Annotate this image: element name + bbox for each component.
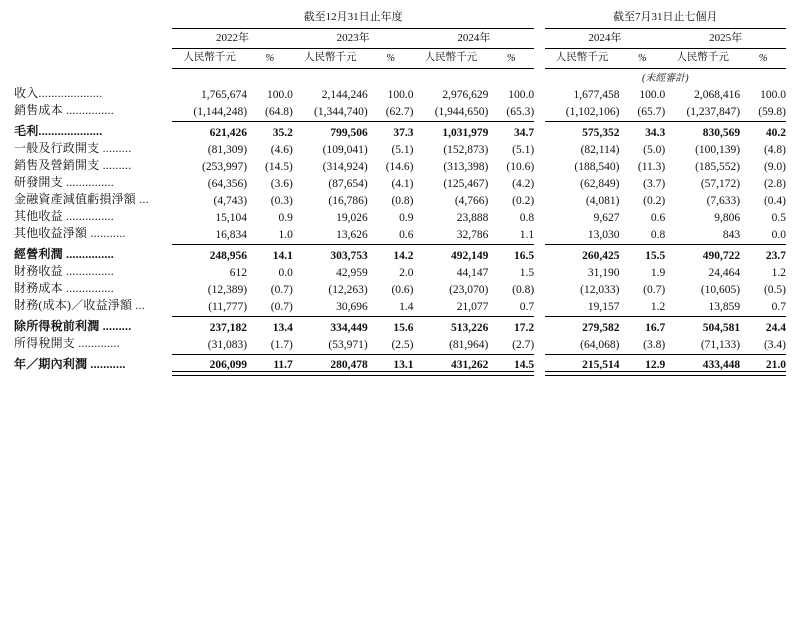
- row-value: (314,924): [322, 160, 368, 173]
- row-value: 1.0: [278, 228, 293, 241]
- row-label: 金融資產減值虧損淨額 ...: [14, 191, 149, 206]
- row-value: (12,033): [580, 283, 620, 296]
- total-double-rule-cell: [665, 372, 740, 376]
- row-value: 575,352: [582, 126, 620, 139]
- row-value: 0.9: [278, 211, 293, 224]
- row-value: 9,806: [714, 211, 741, 224]
- table-row: [14, 84, 786, 101]
- row-value: (64.8): [265, 105, 293, 118]
- row-value: 21.0: [765, 359, 786, 371]
- row-value: (5.0): [643, 143, 666, 156]
- row-value: (59.8): [758, 105, 786, 118]
- table-row: [14, 296, 786, 313]
- table-row: [14, 245, 786, 262]
- row-value: 1,677,458: [573, 88, 620, 101]
- total-double-rule-cell: [247, 372, 293, 376]
- table-row: [14, 262, 786, 279]
- row-value: 13.4: [272, 321, 293, 334]
- table-row: [14, 173, 786, 190]
- unaudited-note: (未經審計): [641, 72, 689, 84]
- row-label: 銷售成本 ...............: [14, 102, 115, 117]
- row-label: 財務(成本)／收益淨額 ...: [14, 297, 145, 312]
- row-value: 0.6: [650, 211, 666, 224]
- row-value: 2.0: [399, 266, 414, 279]
- row-value: 31,190: [587, 266, 620, 279]
- row-value: 1.5: [519, 266, 535, 279]
- unit-header-amount-2024-interim: 人民幣千元: [555, 52, 609, 63]
- row-value: 42,959: [336, 266, 368, 279]
- row-value: (11,777): [208, 300, 248, 313]
- row-value: 14.5: [514, 359, 535, 371]
- unit-header-percent-2022: %: [265, 53, 275, 64]
- row-value: 13,626: [336, 228, 368, 241]
- row-value: (1,944,650): [434, 105, 489, 118]
- row-value: (152,873): [443, 143, 489, 156]
- row-value: (109,041): [322, 143, 368, 156]
- row-value: (0.6): [391, 283, 414, 296]
- row-value: 2,068,416: [694, 88, 741, 101]
- row-value: (5.1): [512, 143, 535, 156]
- row-value: (12,389): [207, 283, 248, 296]
- row-value: 21,077: [456, 300, 489, 313]
- total-double-rule-cell: [368, 372, 414, 376]
- total-double-rule-cell: [488, 372, 534, 376]
- row-value: (0.7): [643, 283, 666, 296]
- row-value: (64,356): [207, 177, 248, 190]
- row-value: (87,654): [328, 177, 368, 190]
- row-value: 15,104: [215, 211, 248, 224]
- row-value: 13,859: [708, 300, 741, 313]
- row-value: (81,309): [207, 143, 248, 156]
- total-double-rule-cell: [619, 372, 665, 376]
- row-label: 年／期內利潤 ...........: [14, 356, 126, 371]
- row-value: (100,139): [695, 143, 741, 156]
- row-value: 0.5: [771, 211, 786, 224]
- unit-header-percent-2023: %: [386, 53, 395, 64]
- row-label: 銷售及營銷開支 .........: [14, 157, 132, 172]
- row-value: (0.7): [270, 300, 293, 313]
- row-value: 16,834: [215, 228, 248, 241]
- row-value: (3.7): [643, 177, 666, 190]
- row-value: (10,605): [700, 283, 741, 296]
- row-value: 0.7: [519, 300, 535, 313]
- row-value: 0.6: [399, 228, 414, 241]
- row-value: 1.2: [650, 300, 666, 313]
- table-row: [14, 279, 786, 296]
- group-header-row: [14, 8, 786, 24]
- row-value: 13.1: [393, 359, 414, 371]
- row-value: 303,753: [330, 249, 368, 262]
- row-value: 17.2: [514, 321, 535, 334]
- row-label: 一般及行政開支 .........: [14, 140, 132, 155]
- row-value: (0.4): [763, 194, 786, 207]
- row-value: 2,976,629: [442, 88, 489, 101]
- row-value: 100.0: [639, 88, 666, 101]
- row-value: (10.6): [506, 160, 535, 173]
- row-value: 23.7: [765, 249, 786, 262]
- unit-header-amount-2023: 人民幣千元: [304, 52, 357, 63]
- row-value: 15.5: [645, 249, 666, 262]
- row-value: 24,464: [708, 266, 741, 279]
- row-value: 215,514: [582, 359, 620, 371]
- row-value: (4.2): [512, 177, 535, 190]
- year-header-2022: 2022年: [215, 31, 249, 44]
- row-value: 34.3: [645, 126, 666, 139]
- row-value: 32,786: [456, 228, 489, 241]
- unit-header-percent-2024-annual: %: [506, 53, 516, 64]
- row-value: 44,147: [456, 266, 489, 279]
- row-value: 621,426: [209, 126, 248, 139]
- row-value: 0.8: [519, 211, 535, 224]
- row-value: (0.8): [512, 283, 535, 296]
- row-value: 0.0: [278, 266, 293, 279]
- row-value: 19,026: [336, 211, 368, 224]
- total-double-rule-row: [14, 372, 786, 376]
- row-value: (11.3): [637, 160, 666, 173]
- row-value: 2,144,246: [321, 88, 368, 101]
- row-value: (7,633): [706, 194, 741, 207]
- row-value: (2.8): [763, 177, 786, 190]
- table-row: [14, 207, 786, 224]
- financial-statement-page: [0, 8, 800, 626]
- row-value: 0.8: [650, 228, 666, 241]
- row-value: 34.7: [514, 126, 535, 139]
- row-value: (62,849): [580, 177, 620, 190]
- row-value: (65.3): [506, 105, 535, 118]
- subnote-row: [14, 68, 786, 84]
- row-value: (1,102,106): [565, 105, 620, 118]
- row-value: 492,149: [451, 249, 489, 262]
- row-value: 11.7: [273, 359, 293, 371]
- year-header-2024-annual: 2024年: [457, 31, 491, 44]
- row-value: (253,997): [202, 160, 248, 173]
- row-value: 1.2: [771, 266, 786, 279]
- row-value: (3.4): [763, 338, 786, 351]
- row-label: 其他收益 ...............: [14, 208, 115, 223]
- table-row: [14, 317, 786, 334]
- row-value: 248,956: [209, 249, 248, 262]
- row-value: 9,627: [593, 211, 620, 224]
- income-statement-table: [14, 8, 786, 376]
- row-value: 37.3: [393, 126, 414, 139]
- unit-header-percent-2024-interim: %: [637, 53, 647, 64]
- table-row: [14, 101, 786, 118]
- row-value: 490,722: [702, 249, 741, 262]
- unit-header-amount-2024-annual: 人民幣千元: [424, 52, 478, 63]
- row-value: 13,030: [587, 228, 620, 241]
- row-value: (12,263): [328, 283, 368, 296]
- row-value: 433,448: [702, 359, 741, 371]
- row-value: (125,467): [443, 177, 489, 190]
- row-value: (0.7): [270, 283, 293, 296]
- row-value: 35.2: [272, 126, 293, 139]
- row-value: 237,182: [209, 321, 248, 334]
- row-value: 100.0: [760, 88, 786, 101]
- table-row: [14, 334, 786, 351]
- total-double-rule-cell: [545, 372, 620, 376]
- row-value: (81,964): [449, 338, 489, 351]
- row-value: 16.5: [514, 249, 535, 262]
- row-value: 1,765,674: [201, 88, 248, 101]
- row-label: 收入....................: [14, 85, 103, 100]
- group-header-annual: 截至12月31日止年度: [303, 11, 403, 23]
- unit-header-row: [14, 49, 786, 65]
- row-value: (4.8): [763, 143, 786, 156]
- row-value: (0.3): [270, 194, 293, 207]
- row-value: (2.5): [391, 338, 414, 351]
- unit-header-amount-2022: 人民幣千元: [183, 52, 236, 63]
- row-value: (14.6): [385, 160, 414, 173]
- row-value: 14.1: [272, 249, 293, 262]
- row-label: 經營利潤 ...............: [14, 246, 115, 261]
- row-value: (1.7): [270, 338, 293, 351]
- row-value: (4.1): [391, 177, 414, 190]
- row-value: 24.4: [765, 321, 786, 334]
- unit-header-percent-2025-interim: %: [758, 53, 768, 64]
- row-value: 16.7: [645, 321, 666, 334]
- year-header-2023: 2023年: [336, 31, 370, 44]
- row-value: (82,114): [580, 143, 620, 156]
- unit-header-amount-2025-interim: 人民幣千元: [676, 52, 729, 63]
- row-value: 513,226: [451, 321, 489, 334]
- row-value: (64,068): [580, 338, 620, 351]
- row-label: 所得稅開支 .............: [14, 335, 120, 350]
- row-value: (0.2): [643, 194, 666, 207]
- row-value: 260,425: [582, 249, 620, 262]
- row-label: 財務收益 ...............: [14, 263, 115, 278]
- row-label: 財務成本 ...............: [14, 280, 115, 295]
- year-header-2024-interim: 2024年: [588, 31, 622, 44]
- row-value: (1,144,248): [193, 105, 248, 118]
- row-value: 612: [229, 266, 248, 279]
- table-row: [14, 122, 786, 139]
- row-value: (0.5): [763, 283, 786, 296]
- year-header-row: [14, 28, 786, 45]
- row-value: 15.6: [393, 321, 414, 334]
- row-value: (0.8): [391, 194, 414, 207]
- row-value: (185,552): [695, 160, 741, 173]
- row-value: (5.1): [391, 143, 414, 156]
- row-value: 799,506: [330, 126, 368, 139]
- row-value: 504,581: [702, 321, 741, 334]
- row-value: 100.0: [266, 88, 293, 101]
- table-row: [14, 355, 786, 372]
- row-value: 206,099: [209, 359, 248, 371]
- income-statement-body: [14, 84, 786, 376]
- table-row: [14, 224, 786, 241]
- row-value: (71,133): [700, 338, 741, 351]
- row-value: 279,582: [582, 321, 620, 334]
- row-value: (9.0): [763, 160, 786, 173]
- row-value: (65.7): [637, 105, 666, 118]
- total-double-rule-cell: [740, 372, 786, 376]
- row-value: 14.2: [393, 249, 414, 262]
- table-row: [14, 190, 786, 207]
- row-value: 0.0: [771, 228, 786, 241]
- row-value: 23,888: [456, 211, 489, 224]
- row-label: 研發開支 ...............: [14, 174, 115, 189]
- row-label: 其他收益淨額 ...........: [14, 225, 126, 240]
- row-value: 19,157: [587, 300, 620, 313]
- row-value: (1,237,847): [686, 105, 741, 118]
- row-value: 30,696: [336, 300, 368, 313]
- table-row: [14, 139, 786, 156]
- row-value: (0.2): [512, 194, 535, 207]
- row-value: (3.6): [270, 177, 293, 190]
- row-value: 100.0: [508, 88, 535, 101]
- row-label: 除所得稅前利潤 .........: [14, 318, 132, 333]
- row-value: (313,398): [443, 160, 489, 173]
- row-value: (16,786): [328, 194, 368, 207]
- row-value: 1.1: [519, 228, 535, 241]
- row-value: 843: [722, 228, 741, 241]
- row-value: (62.7): [385, 105, 414, 118]
- row-value: 0.7: [771, 300, 786, 313]
- row-value: 431,262: [451, 359, 489, 371]
- row-value: 12.9: [645, 359, 666, 371]
- row-value: (14.5): [265, 160, 293, 173]
- table-row: [14, 156, 786, 173]
- row-value: 334,449: [330, 321, 368, 334]
- row-value: (3.8): [643, 338, 666, 351]
- row-value: 100.0: [387, 88, 414, 101]
- row-value: (188,540): [574, 160, 620, 173]
- row-label: 毛利....................: [14, 123, 103, 138]
- total-double-rule-cell: [172, 372, 247, 376]
- row-value: (4.6): [270, 143, 293, 156]
- row-value: (1,344,740): [314, 105, 368, 118]
- row-value: 830,569: [702, 126, 741, 139]
- row-value: 0.9: [399, 211, 414, 224]
- row-value: (4,743): [213, 194, 248, 207]
- row-value: 40.2: [765, 126, 786, 139]
- total-double-rule-cell: [293, 372, 368, 376]
- row-value: (4,766): [454, 194, 489, 207]
- row-value: 1.4: [399, 300, 414, 313]
- row-value: (23,070): [449, 283, 489, 296]
- total-double-rule-cell: [413, 372, 488, 376]
- row-value: 1,031,979: [442, 126, 489, 139]
- row-value: (4,081): [585, 194, 620, 207]
- group-header-interim: 截至7月31日止七個月: [613, 11, 718, 23]
- row-value: (31,083): [207, 338, 248, 351]
- year-header-2025-interim: 2025年: [709, 31, 743, 44]
- row-value: (53,971): [328, 338, 368, 351]
- row-value: 280,478: [330, 359, 368, 371]
- row-value: (2.7): [512, 338, 535, 351]
- row-value: (57,172): [700, 177, 741, 190]
- row-value: 1.9: [650, 266, 666, 279]
